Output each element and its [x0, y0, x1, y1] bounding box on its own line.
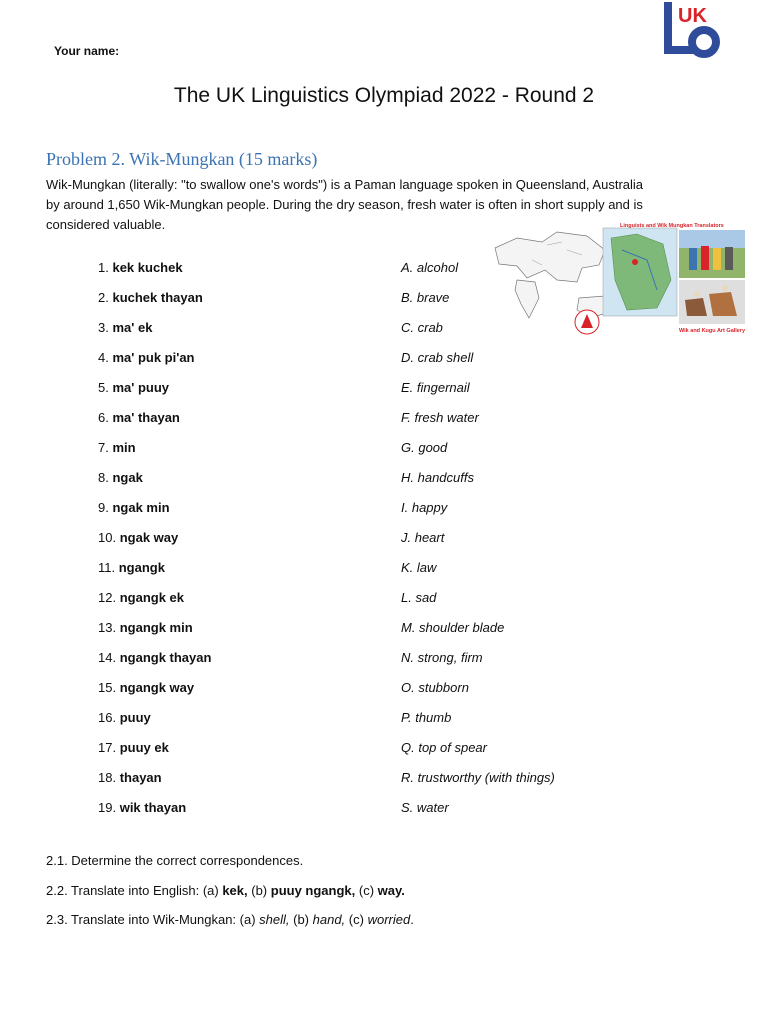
- list-item: [0, 590, 768, 610]
- item-number: 10.: [98, 530, 117, 545]
- list-item: [0, 620, 768, 640]
- item-number: 13.: [98, 620, 117, 635]
- list-item: [0, 470, 768, 490]
- item-term: ma' puuy: [112, 380, 170, 395]
- item-term: ngangk min: [119, 620, 193, 635]
- item-number: 3.: [98, 320, 109, 335]
- item-term: ma' thayan: [112, 410, 180, 425]
- item-definition: I. happy: [401, 500, 448, 515]
- item-definition: B. brave: [401, 290, 450, 305]
- item-term: kek kuchek: [112, 260, 183, 275]
- list-item: [0, 650, 768, 670]
- list-item: [0, 530, 768, 550]
- item-definition: C. crab: [401, 320, 443, 335]
- list-item: [0, 710, 768, 730]
- item-definition: S. water: [401, 800, 449, 815]
- list-item: [0, 320, 768, 340]
- list-item: [0, 500, 768, 520]
- task-2-1: 2.1. Determine the correct correspondences.: [46, 853, 304, 868]
- item-number: 2.: [98, 290, 109, 305]
- list-item: [0, 770, 768, 790]
- item-definition: J. heart: [401, 530, 445, 545]
- list-item: [0, 740, 768, 760]
- item-definition: L. sad: [401, 590, 437, 605]
- list-item: [0, 800, 768, 820]
- item-term: puuy: [119, 710, 151, 725]
- caption-bottom: Wik and Kugu Art Gallery: [679, 328, 746, 334]
- item-number: 19.: [98, 800, 117, 815]
- item-definition: N. strong, firm: [401, 650, 483, 665]
- problem-intro: Wik-Mungkan (literally: "to swallow one's words") is a Paman language spoken in Queensland, Australia by around 1,650 Wik-Mungkan people. During the dry season, fresh water is often in short supply and is considered valuable.: [46, 177, 644, 232]
- item-definition: M. shoulder blade: [401, 620, 505, 635]
- item-number: 15.: [98, 680, 117, 695]
- ukLO-logo: [660, 0, 724, 64]
- page-title: The UK Linguistics Olympiad 2022 - Round 2: [173, 84, 595, 107]
- item-term: ma' ek: [112, 320, 153, 335]
- item-term: ngak way: [119, 530, 179, 545]
- item-definition: K. law: [401, 560, 437, 575]
- item-term: ngak min: [112, 500, 170, 515]
- problem-heading: Problem 2. Wik-Mungkan (15 marks): [46, 149, 318, 169]
- item-term: thayan: [119, 770, 162, 785]
- list-item: [0, 680, 768, 700]
- item-definition: E. fingernail: [401, 380, 470, 395]
- item-definition: R. trustworthy (with things): [401, 770, 555, 785]
- item-term: ngak: [112, 470, 143, 485]
- item-number: 11.: [98, 560, 116, 575]
- item-term: ngangk way: [119, 680, 195, 695]
- list-item: [0, 410, 768, 430]
- item-term: kuchek thayan: [112, 290, 203, 305]
- item-definition: H. handcuffs: [401, 470, 474, 485]
- item-term: ma' puk pi'an: [112, 350, 195, 365]
- list-item: [0, 290, 768, 310]
- item-definition: O. stubborn: [401, 680, 469, 695]
- tasks-section: [46, 853, 414, 942]
- list-item: [0, 350, 768, 370]
- item-term: min: [112, 440, 136, 455]
- logo-text: UK: [678, 5, 707, 27]
- item-definition: Q. top of spear: [401, 740, 487, 755]
- item-number: 1.: [98, 260, 109, 275]
- item-number: 4.: [98, 350, 109, 365]
- item-definition: D. crab shell: [401, 350, 474, 365]
- item-number: 16.: [98, 710, 117, 725]
- item-number: 12.: [98, 590, 117, 605]
- item-number: 9.: [98, 500, 109, 515]
- list-item: [0, 440, 768, 460]
- task-2-3: 2.3. Translate into Wik-Mungkan: (a) shell, (b) hand, (c) worried.: [46, 912, 414, 927]
- item-number: 8.: [98, 470, 109, 485]
- caption-top: Linguists and Wik Mungkan Translators: [620, 223, 724, 229]
- item-term: wik thayan: [119, 800, 187, 815]
- item-term: ngangk: [118, 560, 165, 575]
- item-term: ngangk ek: [119, 590, 184, 605]
- list-item: [0, 380, 768, 400]
- list-item: [0, 560, 768, 580]
- item-number: 5.: [98, 380, 109, 395]
- item-number: 14.: [98, 650, 117, 665]
- item-term: ngangk thayan: [119, 650, 212, 665]
- task-2-2: 2.2. Translate into English: (a) kek, (b) puuy ngangk, (c) way.: [46, 882, 405, 898]
- item-definition: A. alcohol: [401, 260, 459, 275]
- item-definition: P. thumb: [401, 710, 452, 725]
- item-definition: G. good: [401, 440, 448, 455]
- item-number: 7.: [98, 440, 109, 455]
- item-definition: F. fresh water: [401, 410, 479, 425]
- item-number: 6.: [98, 410, 109, 425]
- your-name-label: Your name:: [54, 44, 120, 58]
- item-number: 18.: [98, 770, 117, 785]
- list-item: [0, 260, 768, 280]
- item-term: puuy ek: [119, 740, 169, 755]
- item-number: 17.: [98, 740, 117, 755]
